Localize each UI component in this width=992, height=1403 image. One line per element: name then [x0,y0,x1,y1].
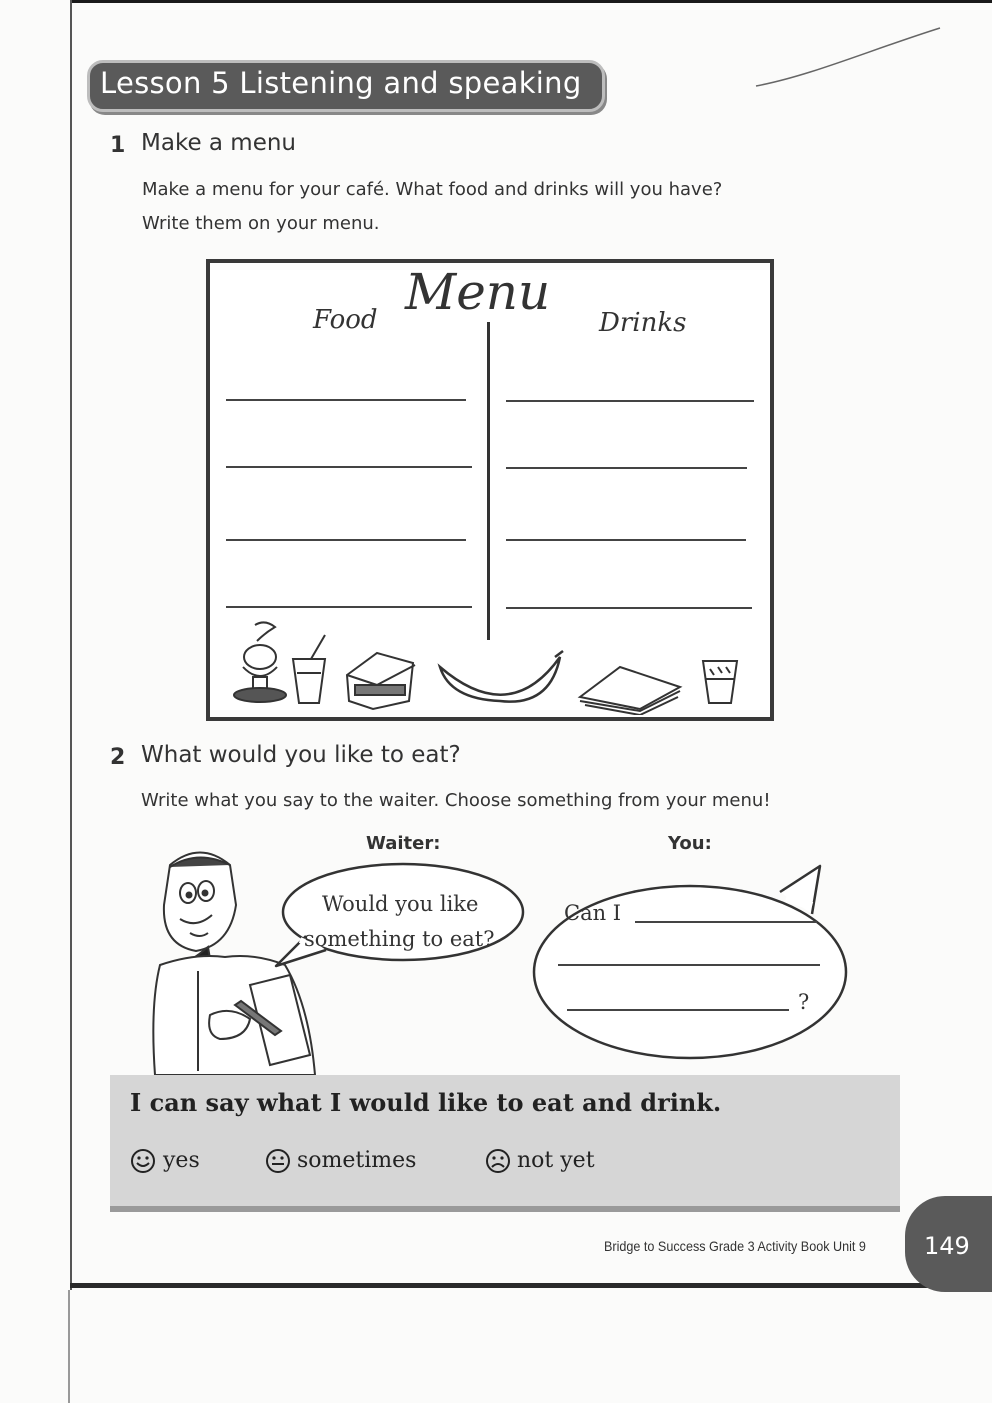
drink-cup-icon [293,635,325,703]
food-line-4[interactable] [226,606,472,608]
you-speech-bubble [530,862,850,1062]
lesson-title: Lesson 5 Listening and speaking [100,66,582,100]
drink-line-1[interactable] [506,400,754,402]
juice-glass-icon [703,661,737,703]
banana-icon [440,651,563,702]
sad-face-icon[interactable] [485,1148,511,1174]
food-line-3[interactable] [226,539,466,541]
food-column-label: Food [313,305,378,335]
waiter-line-2: something to eat? [304,927,495,951]
exercise-1-instruction-2: Write them on your menu. [142,213,380,234]
food-illustrations [215,615,765,715]
exercise-1-number: 1 [110,133,126,158]
you-question-mark: ? [798,990,810,1014]
option-sometimes: sometimes [297,1148,417,1173]
exercise-1-heading: Make a menu [141,130,297,156]
waiter-label: Waiter: [366,833,441,854]
drinks-column-label: Drinks [599,308,687,338]
page-bottom-edge [70,1283,992,1288]
food-line-2[interactable] [226,466,472,468]
neutral-face-icon[interactable] [265,1148,291,1174]
you-prefix: Can I [564,901,622,925]
menu-title: Menu [405,263,551,321]
page-number: 149 [924,1232,970,1260]
cake-icon [347,653,415,709]
pencil-stroke [750,20,950,100]
you-label: You: [668,833,712,854]
page-left-edge-lower [68,1290,70,1403]
food-line-1[interactable] [226,399,466,401]
sandwich-icon [580,667,680,715]
waiter-speech-bubble [270,860,530,975]
option-not-yet: not yet [517,1148,595,1173]
drink-line-4[interactable] [506,607,752,609]
you-answer-line-3[interactable] [567,1009,789,1011]
waiter-line-1: Would you like [322,892,479,916]
smile-face-icon[interactable] [130,1148,156,1174]
egg-cup-icon [234,622,286,702]
exercise-2-heading: What would you like to eat? [141,742,461,768]
can-do-box-shadow [110,1206,900,1212]
can-do-statement: I can say what I would like to eat and drink. [130,1088,722,1117]
drink-line-3[interactable] [506,539,746,541]
page-top-edge [70,0,992,3]
exercise-2-instruction: Write what you say to the waiter. Choose something from your menu! [141,790,771,811]
page-left-edge [70,0,72,1290]
you-answer-line-2[interactable] [558,964,820,966]
menu-divider [487,322,490,640]
exercise-2-number: 2 [110,745,126,770]
option-yes: yes [163,1148,200,1173]
you-answer-line-1[interactable] [635,921,817,923]
drink-line-2[interactable] [506,467,747,469]
footer-book-title: Bridge to Success Grade 3 Activity Book Unit 9 [604,1238,866,1254]
exercise-1-instruction-1: Make a menu for your café. What food and drinks will you have? [142,179,723,200]
